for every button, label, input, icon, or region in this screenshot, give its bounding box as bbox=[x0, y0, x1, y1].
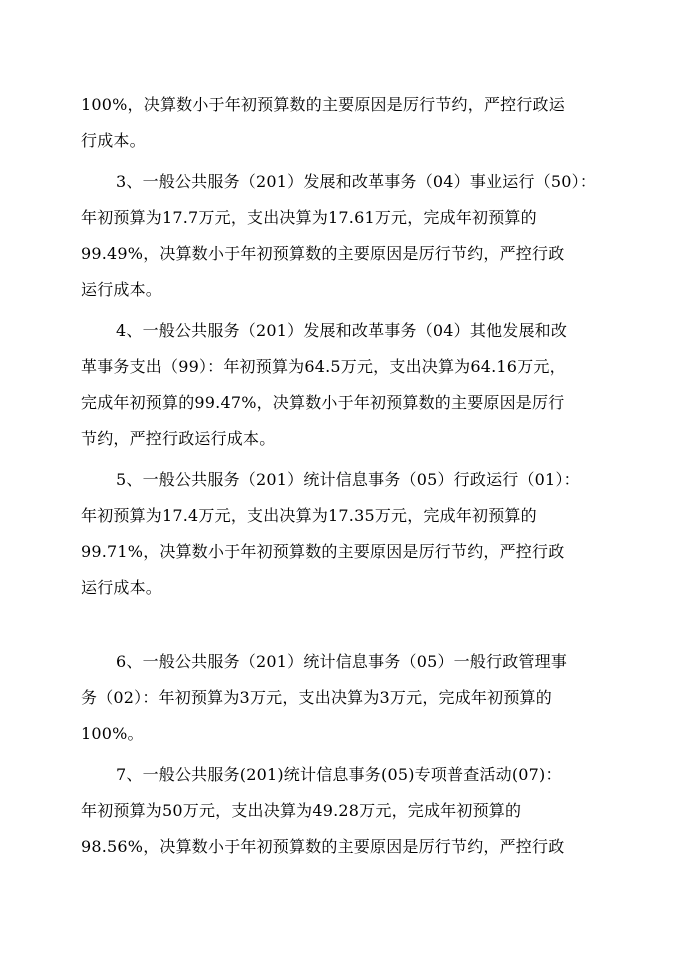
paragraph-3-line-0: 5、一般公共服务（201）统计信息事务（05）行政运行（01）： bbox=[116, 470, 580, 489]
paragraph-3-line-1: 年初预算为17.4万元，支出决算为17.35万元，完成年初预算的 bbox=[81, 506, 537, 525]
paragraph-5-line-2: 98.56%，决算数小于年初预算数的主要原因是厉行节约，严控行政 bbox=[81, 837, 565, 856]
paragraph-1-line-0: 3、一般公共服务（201）发展和改革事务（04）事业运行（50）： bbox=[116, 172, 597, 191]
paragraph-0-line-1: 行成本。 bbox=[81, 131, 146, 150]
paragraph-2-line-3: 节约，严控行政运行成本。 bbox=[81, 429, 276, 448]
paragraph-2-line-2: 完成年初预算的99.47%，决算数小于年初预算数的主要原因是厉行 bbox=[81, 393, 565, 412]
paragraph-1-line-2: 99.49%，决算数小于年初预算数的主要原因是厉行节约，严控行政 bbox=[81, 244, 565, 263]
paragraph-3-line-3: 运行成本。 bbox=[81, 578, 163, 597]
paragraph-3-line-2: 99.71%，决算数小于年初预算数的主要原因是厉行节约，严控行政 bbox=[81, 542, 565, 561]
paragraph-1-line-3: 运行成本。 bbox=[81, 280, 163, 299]
paragraph-2-line-1: 革事务支出（99）：年初预算为64.5万元，支出决算为64.16万元， bbox=[81, 357, 566, 376]
paragraph-0-line-0: 100%，决算数小于年初预算数的主要原因是厉行节约，严控行政运 bbox=[81, 95, 565, 114]
paragraph-5-line-1: 年初预算为50万元，支出决算为49.28万元，完成年初预算的 bbox=[81, 801, 522, 820]
paragraph-4-line-1: 务（02）：年初预算为3万元，支出决算为3万元，完成年初预算的 bbox=[81, 688, 552, 707]
paragraph-4-line-2: 100%。 bbox=[81, 724, 144, 743]
paragraph-1-line-1: 年初预算为17.7万元，支出决算为17.61万元，完成年初预算的 bbox=[81, 208, 537, 227]
paragraph-4-line-0: 6、一般公共服务（201）统计信息事务（05）一般行政管理事 bbox=[116, 652, 568, 671]
paragraph-5-line-0: 7、一般公共服务(201)统计信息事务(05)专项普查活动(07)： bbox=[116, 765, 562, 784]
paragraph-2-line-0: 4、一般公共服务（201）发展和改革事务（04）其他发展和改 bbox=[116, 321, 568, 340]
